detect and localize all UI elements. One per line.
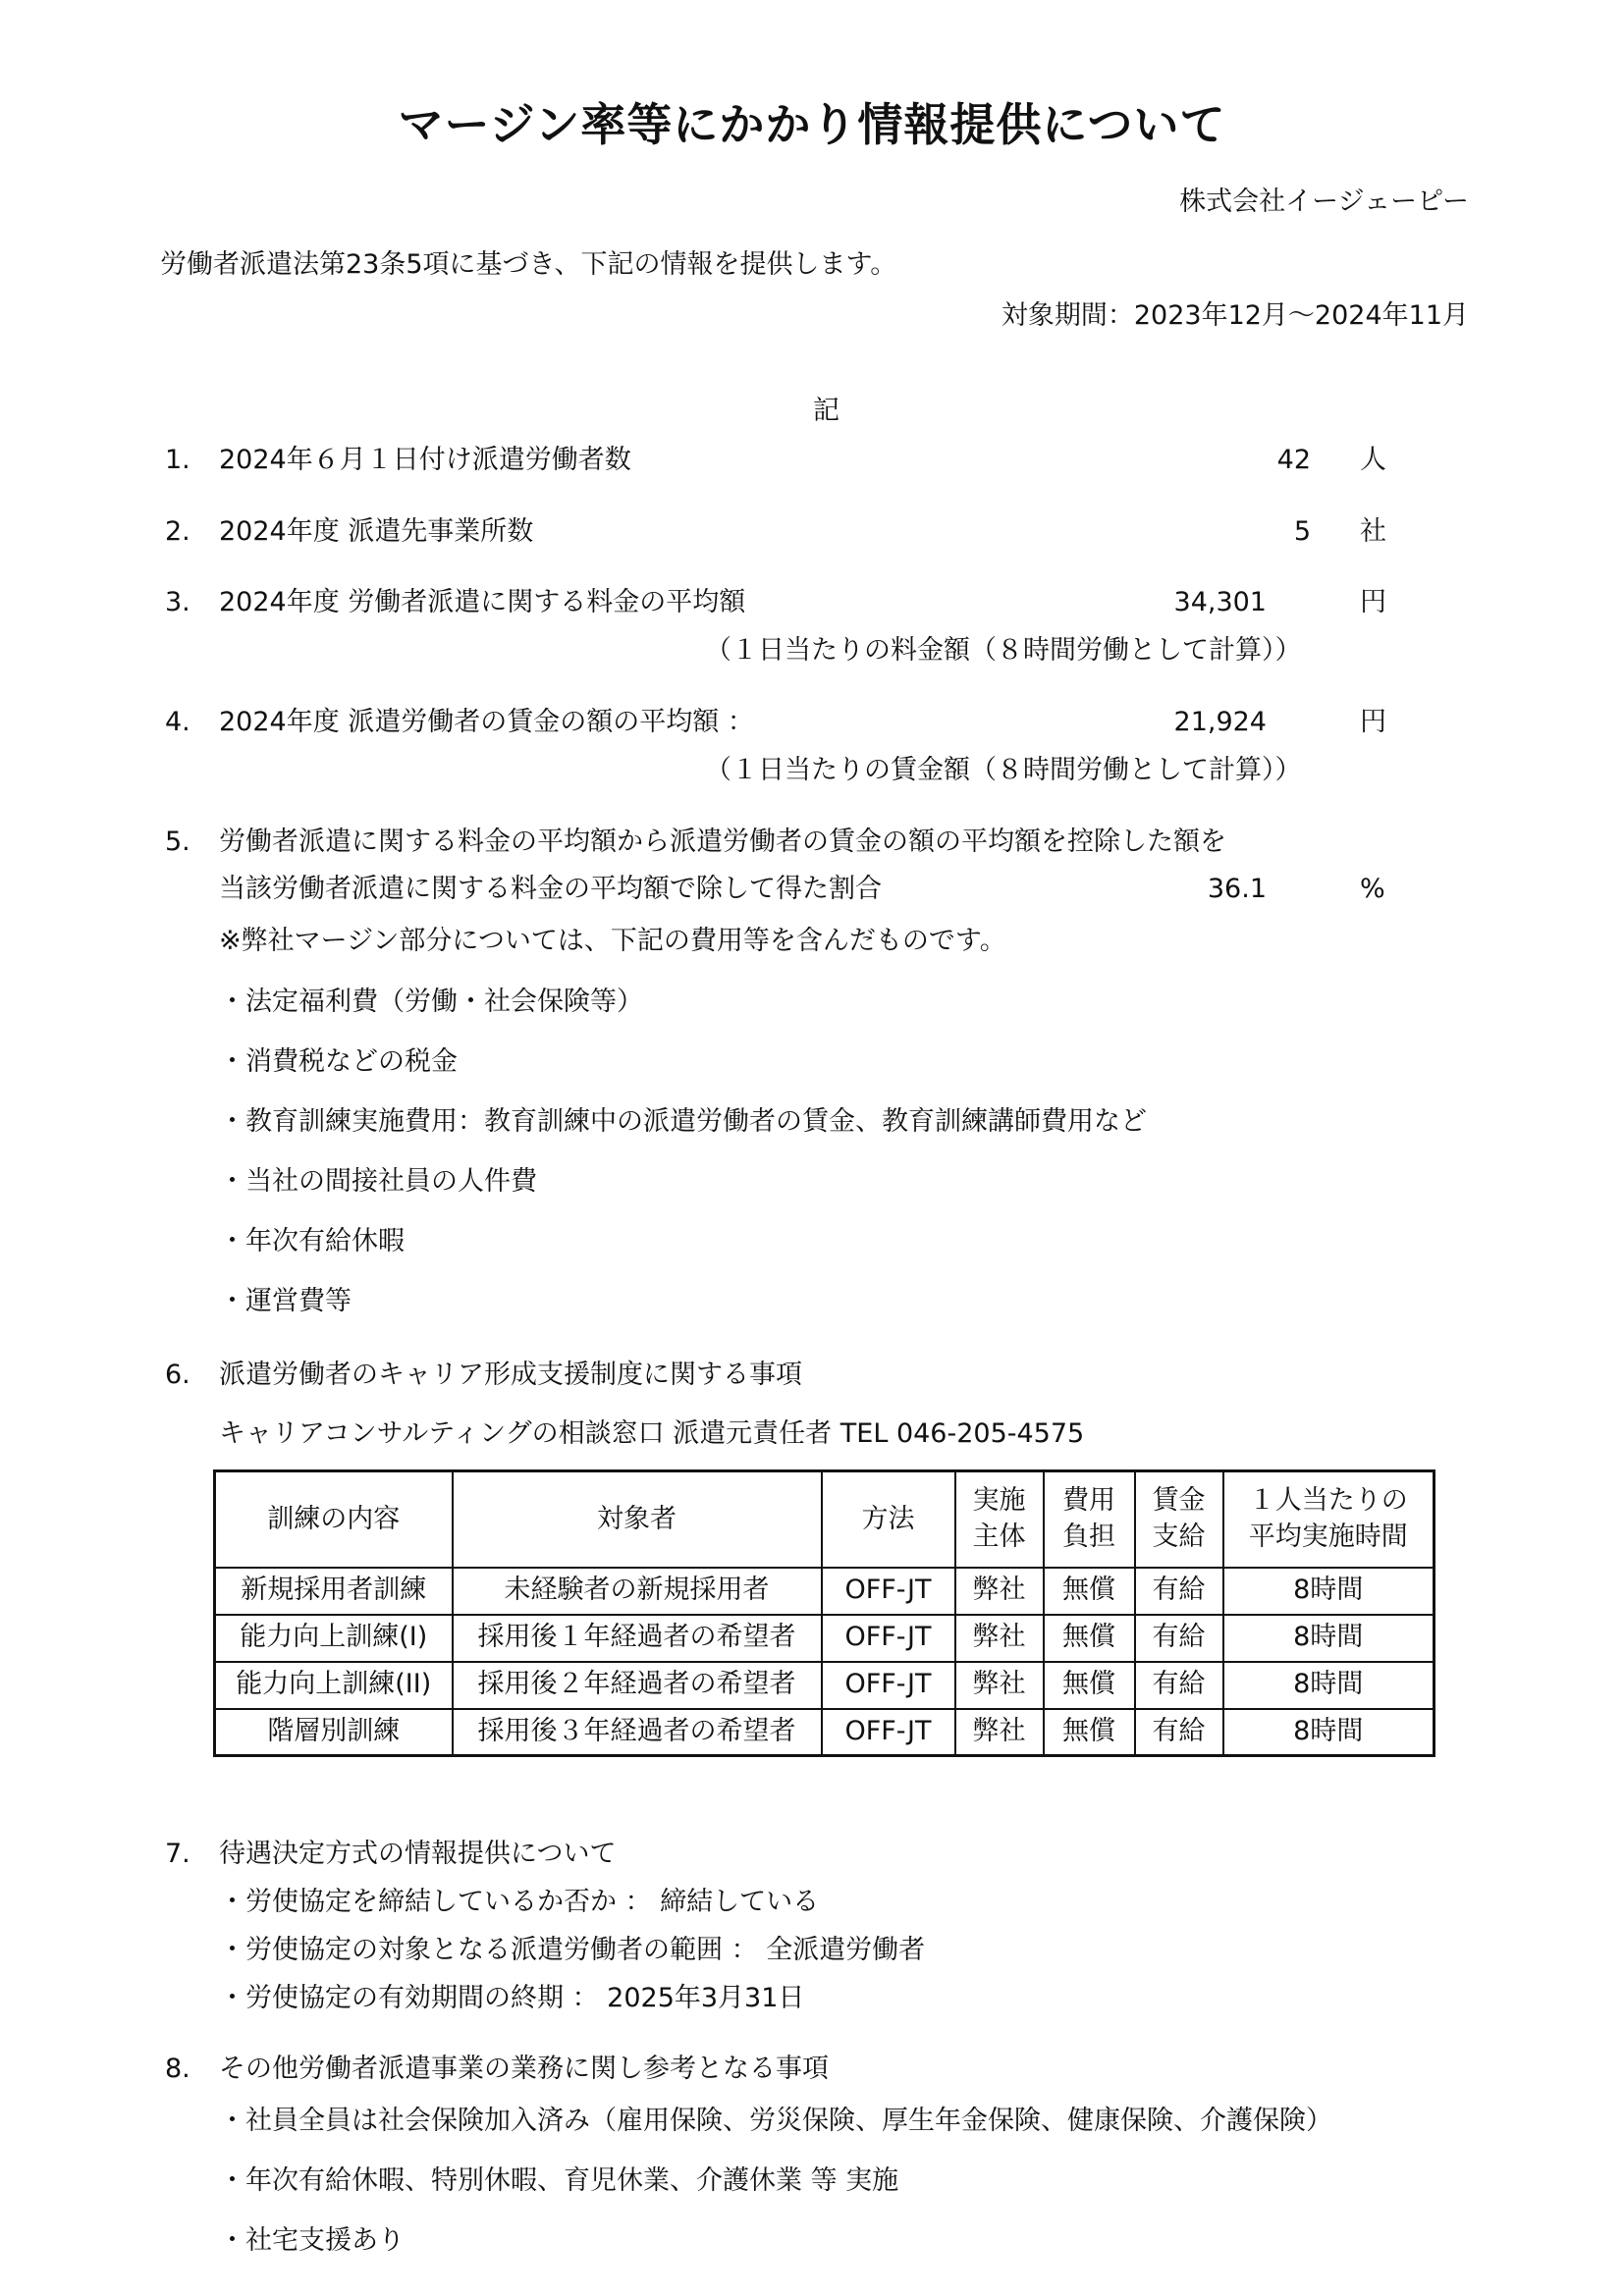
- header-cell-wage: 賃金 支給: [1135, 1471, 1223, 1568]
- agreement-bullet: ・労使協定の有効期間の終期 ： 2025年3月31日: [219, 1983, 805, 2013]
- table-cell: 弊社: [955, 1709, 1044, 1756]
- table-cell: 8時間: [1223, 1615, 1435, 1662]
- table-cell: 有給: [1135, 1662, 1223, 1709]
- cost-bullet: ・当社の間接社員の人件費: [219, 1166, 537, 1197]
- company-name: 株式会社イージェーピー: [1179, 187, 1469, 217]
- table-cell: 弊社: [955, 1662, 1044, 1709]
- item-label: 待遇決定方式の情報提供について: [219, 1839, 617, 1869]
- item-label-line1: 労働者派遣に関する料金の平均額から派遣労働者の賃金の額の平均額を控除した額を: [219, 827, 1226, 857]
- item-unit: 円: [1360, 707, 1386, 737]
- ki-heading: 記: [813, 396, 839, 426]
- cost-bullet: ・消費税などの税金: [219, 1046, 458, 1077]
- item-number: 3.: [165, 587, 190, 617]
- item-note: （１日当たりの料金額（８時間労働として計算））: [705, 635, 1302, 666]
- reference-bullet: ・年次有給休暇、特別休暇、育児休業、介護休業 等 実施: [219, 2165, 899, 2196]
- table-cell: 採用後３年経過者の希望者: [453, 1709, 822, 1756]
- header-cell-cost: 費用 負担: [1044, 1471, 1135, 1568]
- item-label: 派遣労働者のキャリア形成支援制度に関する事項: [219, 1360, 802, 1390]
- item-number: 6.: [165, 1360, 190, 1390]
- item-note: （１日当たりの賃金額（８時間労働として計算））: [705, 755, 1302, 785]
- cost-bullet: ・運営費等: [219, 1286, 352, 1316]
- item-number: 4.: [165, 707, 190, 737]
- table-cell: 階層別訓練: [215, 1709, 453, 1756]
- table-row: [215, 1709, 1435, 1756]
- table-cell: 弊社: [955, 1615, 1044, 1662]
- reference-bullet: ・社宅支援あり: [219, 2225, 405, 2256]
- table-cell: OFF-JT: [822, 1662, 955, 1709]
- career-contact: キャリアコンサルティングの相談窓口 派遣元責任者 TEL 046-205-4575: [219, 1418, 1085, 1449]
- table-cell: 8時間: [1223, 1568, 1435, 1615]
- table-cell: 新規採用者訓練: [215, 1568, 453, 1615]
- table-cell: 有給: [1135, 1568, 1223, 1615]
- table-cell: 採用後２年経過者の希望者: [453, 1662, 822, 1709]
- training-table: [213, 1469, 1435, 1757]
- table-cell: 有給: [1135, 1709, 1223, 1756]
- table-cell: 8時間: [1223, 1709, 1435, 1756]
- item-number: 1.: [165, 445, 190, 475]
- table-cell: 弊社: [955, 1568, 1044, 1615]
- item-unit: 人: [1360, 445, 1386, 475]
- table-cell: 有給: [1135, 1615, 1223, 1662]
- header-cell-target: 対象者: [453, 1471, 822, 1568]
- header-cell-provider: 実施 主体: [955, 1471, 1044, 1568]
- item-label: 2024年６月１日付け派遣労働者数: [219, 445, 631, 475]
- header-cell-hours: １人当たりの 平均実施時間: [1223, 1471, 1435, 1568]
- agreement-bullet: ・労使協定を締結しているか否か ： 締結している: [219, 1887, 820, 1917]
- table-row: [215, 1615, 1435, 1662]
- item-number: 7.: [165, 1839, 190, 1869]
- item-value: 5: [1293, 516, 1311, 547]
- item-value: 34,301: [1173, 587, 1267, 617]
- table-cell: 無償: [1044, 1615, 1135, 1662]
- table-cell: OFF-JT: [822, 1709, 955, 1756]
- cost-bullet: ・年次有給休暇: [219, 1226, 405, 1256]
- header-cell-content: 訓練の内容: [215, 1471, 453, 1568]
- item-label: その他労働者派遣事業の業務に関し参考となる事項: [219, 2054, 829, 2084]
- cost-bullet: ・教育訓練実施費用：教育訓練中の派遣労働者の賃金、教育訓練講師費用など: [219, 1106, 1147, 1137]
- agreement-bullet: ・労使協定の対象となる派遣労働者の範囲 ： 全派遣労働者: [219, 1935, 926, 1965]
- table-cell: 無償: [1044, 1568, 1135, 1615]
- item-label-line2: 当該労働者派遣に関する料金の平均額で除して得た割合: [219, 874, 882, 904]
- item-value: 36.1: [1207, 874, 1267, 904]
- table-cell: 未経験者の新規採用者: [453, 1568, 822, 1615]
- margin-note: ※弊社マージン部分については、下記の費用等を含んだものです。: [219, 926, 1006, 956]
- target-period: 対象期間：2023年12月～2024年11月: [1001, 300, 1469, 331]
- table-header-row: [215, 1471, 1435, 1568]
- item-unit: 社: [1360, 516, 1386, 547]
- table-cell: 8時間: [1223, 1662, 1435, 1709]
- item-value: 21,924: [1173, 707, 1267, 737]
- table-cell: OFF-JT: [822, 1568, 955, 1615]
- item-unit: 円: [1360, 587, 1386, 617]
- item-label: 2024年度 派遣労働者の賃金の額の平均額 ：: [219, 707, 754, 737]
- table-cell: 採用後１年経過者の希望者: [453, 1615, 822, 1662]
- table-cell: 無償: [1044, 1662, 1135, 1709]
- item-label: 2024年度 労働者派遣に関する料金の平均額: [219, 587, 746, 617]
- table-cell: 能力向上訓練(II): [215, 1662, 453, 1709]
- table-cell: OFF-JT: [822, 1615, 955, 1662]
- reference-bullet: ・社員全員は社会保険加入済み（雇用保険、労災保険、厚生年金保険、健康保険、介護保険）: [219, 2106, 1332, 2136]
- table-row: [215, 1662, 1435, 1709]
- item-unit: %: [1360, 874, 1385, 904]
- table-cell: 能力向上訓練(I): [215, 1615, 453, 1662]
- item-number: 5.: [165, 827, 190, 857]
- cost-bullet: ・法定福利費（労働・社会保険等）: [219, 987, 643, 1017]
- item-number: 2.: [165, 516, 190, 547]
- table-row: [215, 1568, 1435, 1615]
- page-title: マージン率等にかかり情報提供について: [398, 98, 1226, 151]
- item-number: 8.: [165, 2054, 190, 2084]
- header-cell-method: 方法: [822, 1471, 955, 1568]
- item-label: 2024年度 派遣先事業所数: [219, 516, 534, 547]
- intro-text: 労働者派遣法第23条5項に基づき、下記の情報を提供します。: [160, 249, 897, 280]
- item-value: 42: [1276, 445, 1311, 475]
- table-cell: 無償: [1044, 1709, 1135, 1756]
